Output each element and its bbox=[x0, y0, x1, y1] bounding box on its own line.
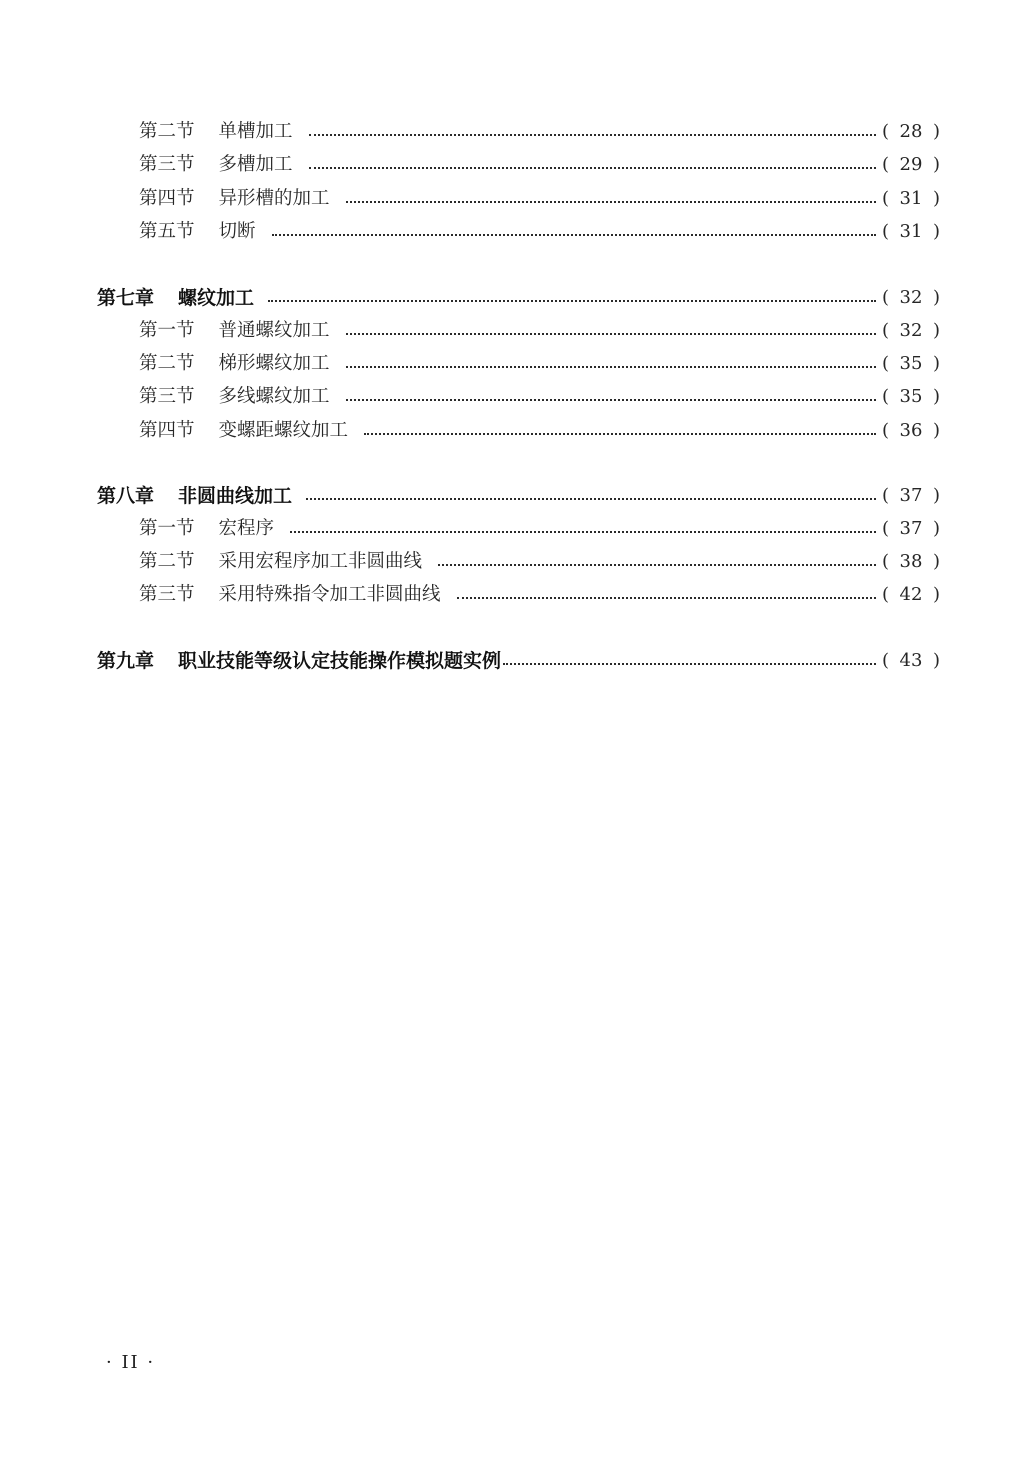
toc-entry-section[interactable] bbox=[139, 316, 940, 346]
toc-entry-title: 单槽加工 bbox=[218, 121, 293, 142]
toc-entry-number: 第四节 bbox=[139, 188, 195, 209]
toc-entry-page: ( 37 ) bbox=[882, 514, 940, 544]
toc-entry-number: 第二节 bbox=[139, 353, 195, 374]
dot-leader bbox=[438, 564, 876, 566]
dot-leader bbox=[272, 234, 876, 236]
dot-leader bbox=[268, 300, 876, 302]
page-number: 28 bbox=[899, 121, 923, 142]
page-number: 29 bbox=[899, 154, 923, 175]
toc-entry-chapter[interactable] bbox=[97, 646, 940, 676]
toc-chapter-number: 第八章 bbox=[97, 485, 155, 507]
toc-chapter-title: 螺纹加工 bbox=[178, 287, 255, 309]
toc-entry-number: 第三节 bbox=[139, 154, 195, 175]
page-number: 35 bbox=[899, 353, 923, 374]
page-number: 37 bbox=[899, 485, 923, 506]
toc-entry-section[interactable] bbox=[139, 184, 940, 214]
toc-entry-section[interactable] bbox=[139, 150, 940, 180]
toc-entry-number: 第三节 bbox=[139, 584, 195, 605]
toc-entry-section[interactable] bbox=[139, 514, 940, 544]
toc-entry-page: ( 35 ) bbox=[882, 382, 940, 412]
toc-entry-section[interactable] bbox=[139, 547, 940, 577]
dot-leader bbox=[309, 134, 876, 136]
page-number: 36 bbox=[899, 420, 923, 441]
toc-entry-page: ( 31 ) bbox=[882, 184, 940, 214]
toc-entry-section[interactable] bbox=[139, 117, 940, 147]
toc-entry-number: 第二节 bbox=[139, 121, 195, 142]
page-marker: · II · bbox=[106, 1352, 156, 1373]
toc-entry-page: ( 29 ) bbox=[882, 150, 940, 180]
toc-entry-number: 第一节 bbox=[139, 320, 195, 341]
dot-leader bbox=[290, 531, 876, 533]
toc-entry-title: 梯形螺纹加工 bbox=[218, 353, 330, 374]
page-number: 31 bbox=[899, 221, 923, 242]
toc-entry-title: 多线螺纹加工 bbox=[218, 386, 330, 407]
toc-entry-section[interactable] bbox=[139, 416, 940, 446]
page-number: 32 bbox=[899, 287, 923, 308]
toc-entry-page: ( 35 ) bbox=[882, 349, 940, 379]
dot-leader bbox=[346, 366, 876, 368]
toc-chapter-title: 职业技能等级认定技能操作模拟题实例 bbox=[178, 650, 502, 672]
toc-chapter-number: 第七章 bbox=[97, 287, 155, 309]
dot-leader bbox=[364, 433, 876, 435]
toc-entry-title: 切断 bbox=[218, 221, 256, 242]
dot-leader bbox=[457, 597, 876, 599]
page-number: 43 bbox=[899, 650, 923, 671]
toc-entry-page: ( 38 ) bbox=[882, 547, 940, 577]
toc-entry-page: ( 28 ) bbox=[882, 117, 940, 147]
toc-entry-title: 采用特殊指令加工非圆曲线 bbox=[218, 584, 441, 605]
toc-entry-section[interactable] bbox=[139, 382, 940, 412]
toc-entry-number: 第三节 bbox=[139, 386, 195, 407]
toc-entry-page: ( 42 ) bbox=[882, 580, 940, 610]
toc-entry-title: 多槽加工 bbox=[218, 154, 293, 175]
dot-leader bbox=[346, 399, 876, 401]
dot-leader bbox=[346, 201, 876, 203]
toc-entry-section[interactable] bbox=[139, 580, 940, 610]
page-number: 42 bbox=[899, 584, 923, 605]
toc-entry-page: ( 31 ) bbox=[882, 217, 940, 247]
toc-entry-chapter[interactable] bbox=[97, 283, 940, 313]
toc-entry-chapter[interactable] bbox=[97, 481, 940, 511]
toc-entry-page: ( 37 ) bbox=[882, 481, 940, 511]
toc-entry-title: 宏程序 bbox=[218, 518, 275, 539]
page-number: 35 bbox=[899, 386, 923, 407]
toc-entry-number: 第二节 bbox=[139, 551, 195, 572]
toc-entry-page: ( 43 ) bbox=[882, 646, 940, 676]
toc-entry-section[interactable] bbox=[139, 349, 940, 379]
dot-leader bbox=[306, 498, 876, 500]
toc-chapter-number: 第九章 bbox=[97, 650, 155, 672]
toc-entry-title: 采用宏程序加工非圆曲线 bbox=[218, 551, 423, 572]
toc-entry-page: ( 32 ) bbox=[882, 316, 940, 346]
dot-leader bbox=[503, 663, 876, 665]
page-number: 31 bbox=[899, 188, 923, 209]
toc-chapter-title: 非圆曲线加工 bbox=[178, 485, 293, 507]
page-number: 38 bbox=[899, 551, 923, 572]
toc-entry-page: ( 36 ) bbox=[882, 416, 940, 446]
dot-leader bbox=[346, 333, 876, 335]
toc-entry-number: 第四节 bbox=[139, 420, 195, 441]
page-number: 37 bbox=[899, 518, 923, 539]
toc-entry-page: ( 32 ) bbox=[882, 283, 940, 313]
toc-entry-title: 异形槽的加工 bbox=[218, 188, 330, 209]
dot-leader bbox=[309, 167, 876, 169]
page-number: 32 bbox=[899, 320, 923, 341]
toc-entry-title: 普通螺纹加工 bbox=[218, 320, 330, 341]
toc-entry-number: 第一节 bbox=[139, 518, 195, 539]
toc-entry-title: 变螺距螺纹加工 bbox=[218, 420, 349, 441]
toc-entry-section[interactable] bbox=[139, 217, 940, 247]
toc-entry-number: 第五节 bbox=[139, 221, 195, 242]
